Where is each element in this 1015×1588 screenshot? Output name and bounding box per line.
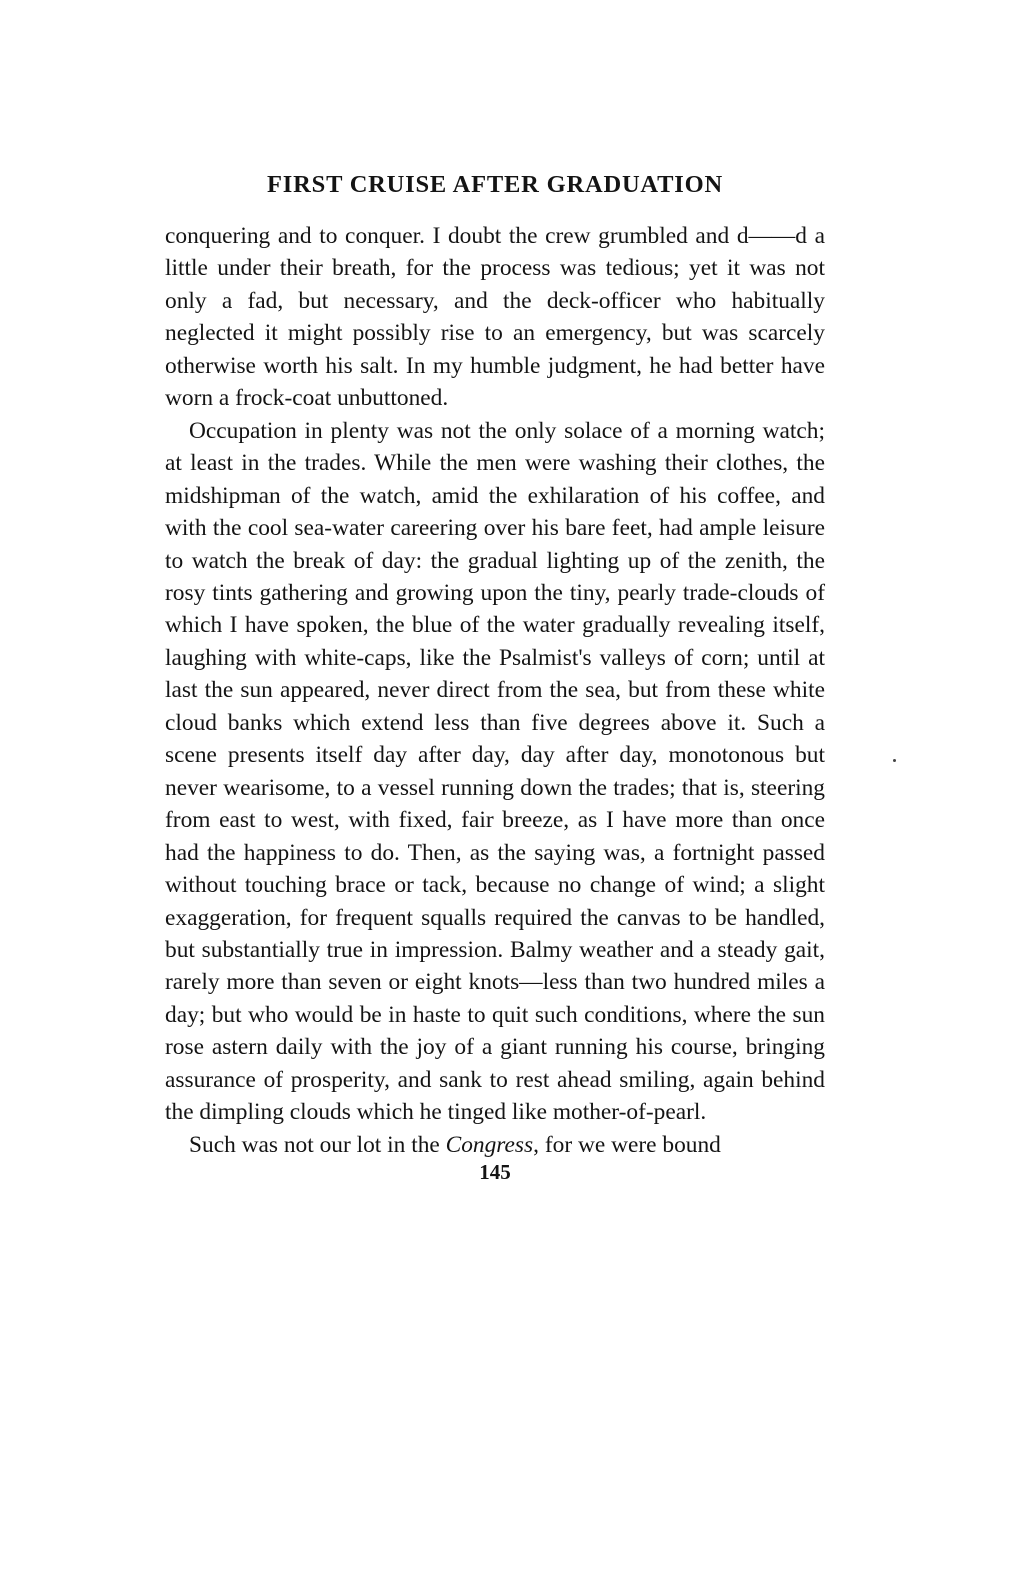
paragraph-congress-start: Such was not our lot in the <box>189 1131 446 1158</box>
body-text <box>165 220 825 1161</box>
scan-speck <box>893 759 896 762</box>
paragraph-continued: conquering and to conquer. I doubt the crew grumbled and d——d a little under their breath, for the process was tedious; yet it was not only a fad, but necessary, and the deck-officer who habitually neglected it might possibly rise to an emergency, but was scarcely otherwise worth his salt. In my humble judgment, he had better have worn a frock-coat unbuttoned. <box>165 223 825 412</box>
paragraph-congress-end: , for we were bound <box>533 1131 721 1158</box>
page-number: 145 <box>479 1160 511 1184</box>
ship-name-italic: Congress <box>445 1131 534 1158</box>
running-head: FIRST CRUISE AFTER GRADUATION <box>267 171 723 198</box>
paragraph-morning-watch: Occupation in plenty was not the only solace of a morning watch; at least in the trades. While the men were washing their clothes, the midshipman of the watch, amid the exhilaration of his coffee, and with the cool sea-water careering over his bare feet, had ample leisure to watch the break of day: the gradual lighting up of the zenith, the rosy tints gathering and growing upon the tiny, pearly trade-clouds of which I have spoken, the blue of the water gradually revealing itself, laughing with white-caps, like the Psalmist's valleys of corn; until at last the sun appeared, never direct from the sea, but from these white cloud banks which extend less than five degrees above it. Such a scene presents itself day after day, day after day, monotonous but never wearisome, to a vessel running down the trades; that is, steering from east to west, with fixed, fair breeze, as I have more than once had the happiness to do. Then, as the saying was, a fortnight passed without touching brace or tack, because no change of wind; a slight exaggeration, for frequent squalls required the canvas to be handled, but substantially true in impression. Balmy weather and a steady gait, rarely more than seven or eight knots—less than two hundred miles a day; but who would be in haste to quit such conditions, where the sun rose astern daily with the joy of a giant running his course, bringing assurance of prosperity, and sank to rest ahead smiling, again behind the dimpling clouds which he tinged like mother-of-pearl. <box>165 417 825 1126</box>
paragraph-congress <box>165 1129 825 1161</box>
